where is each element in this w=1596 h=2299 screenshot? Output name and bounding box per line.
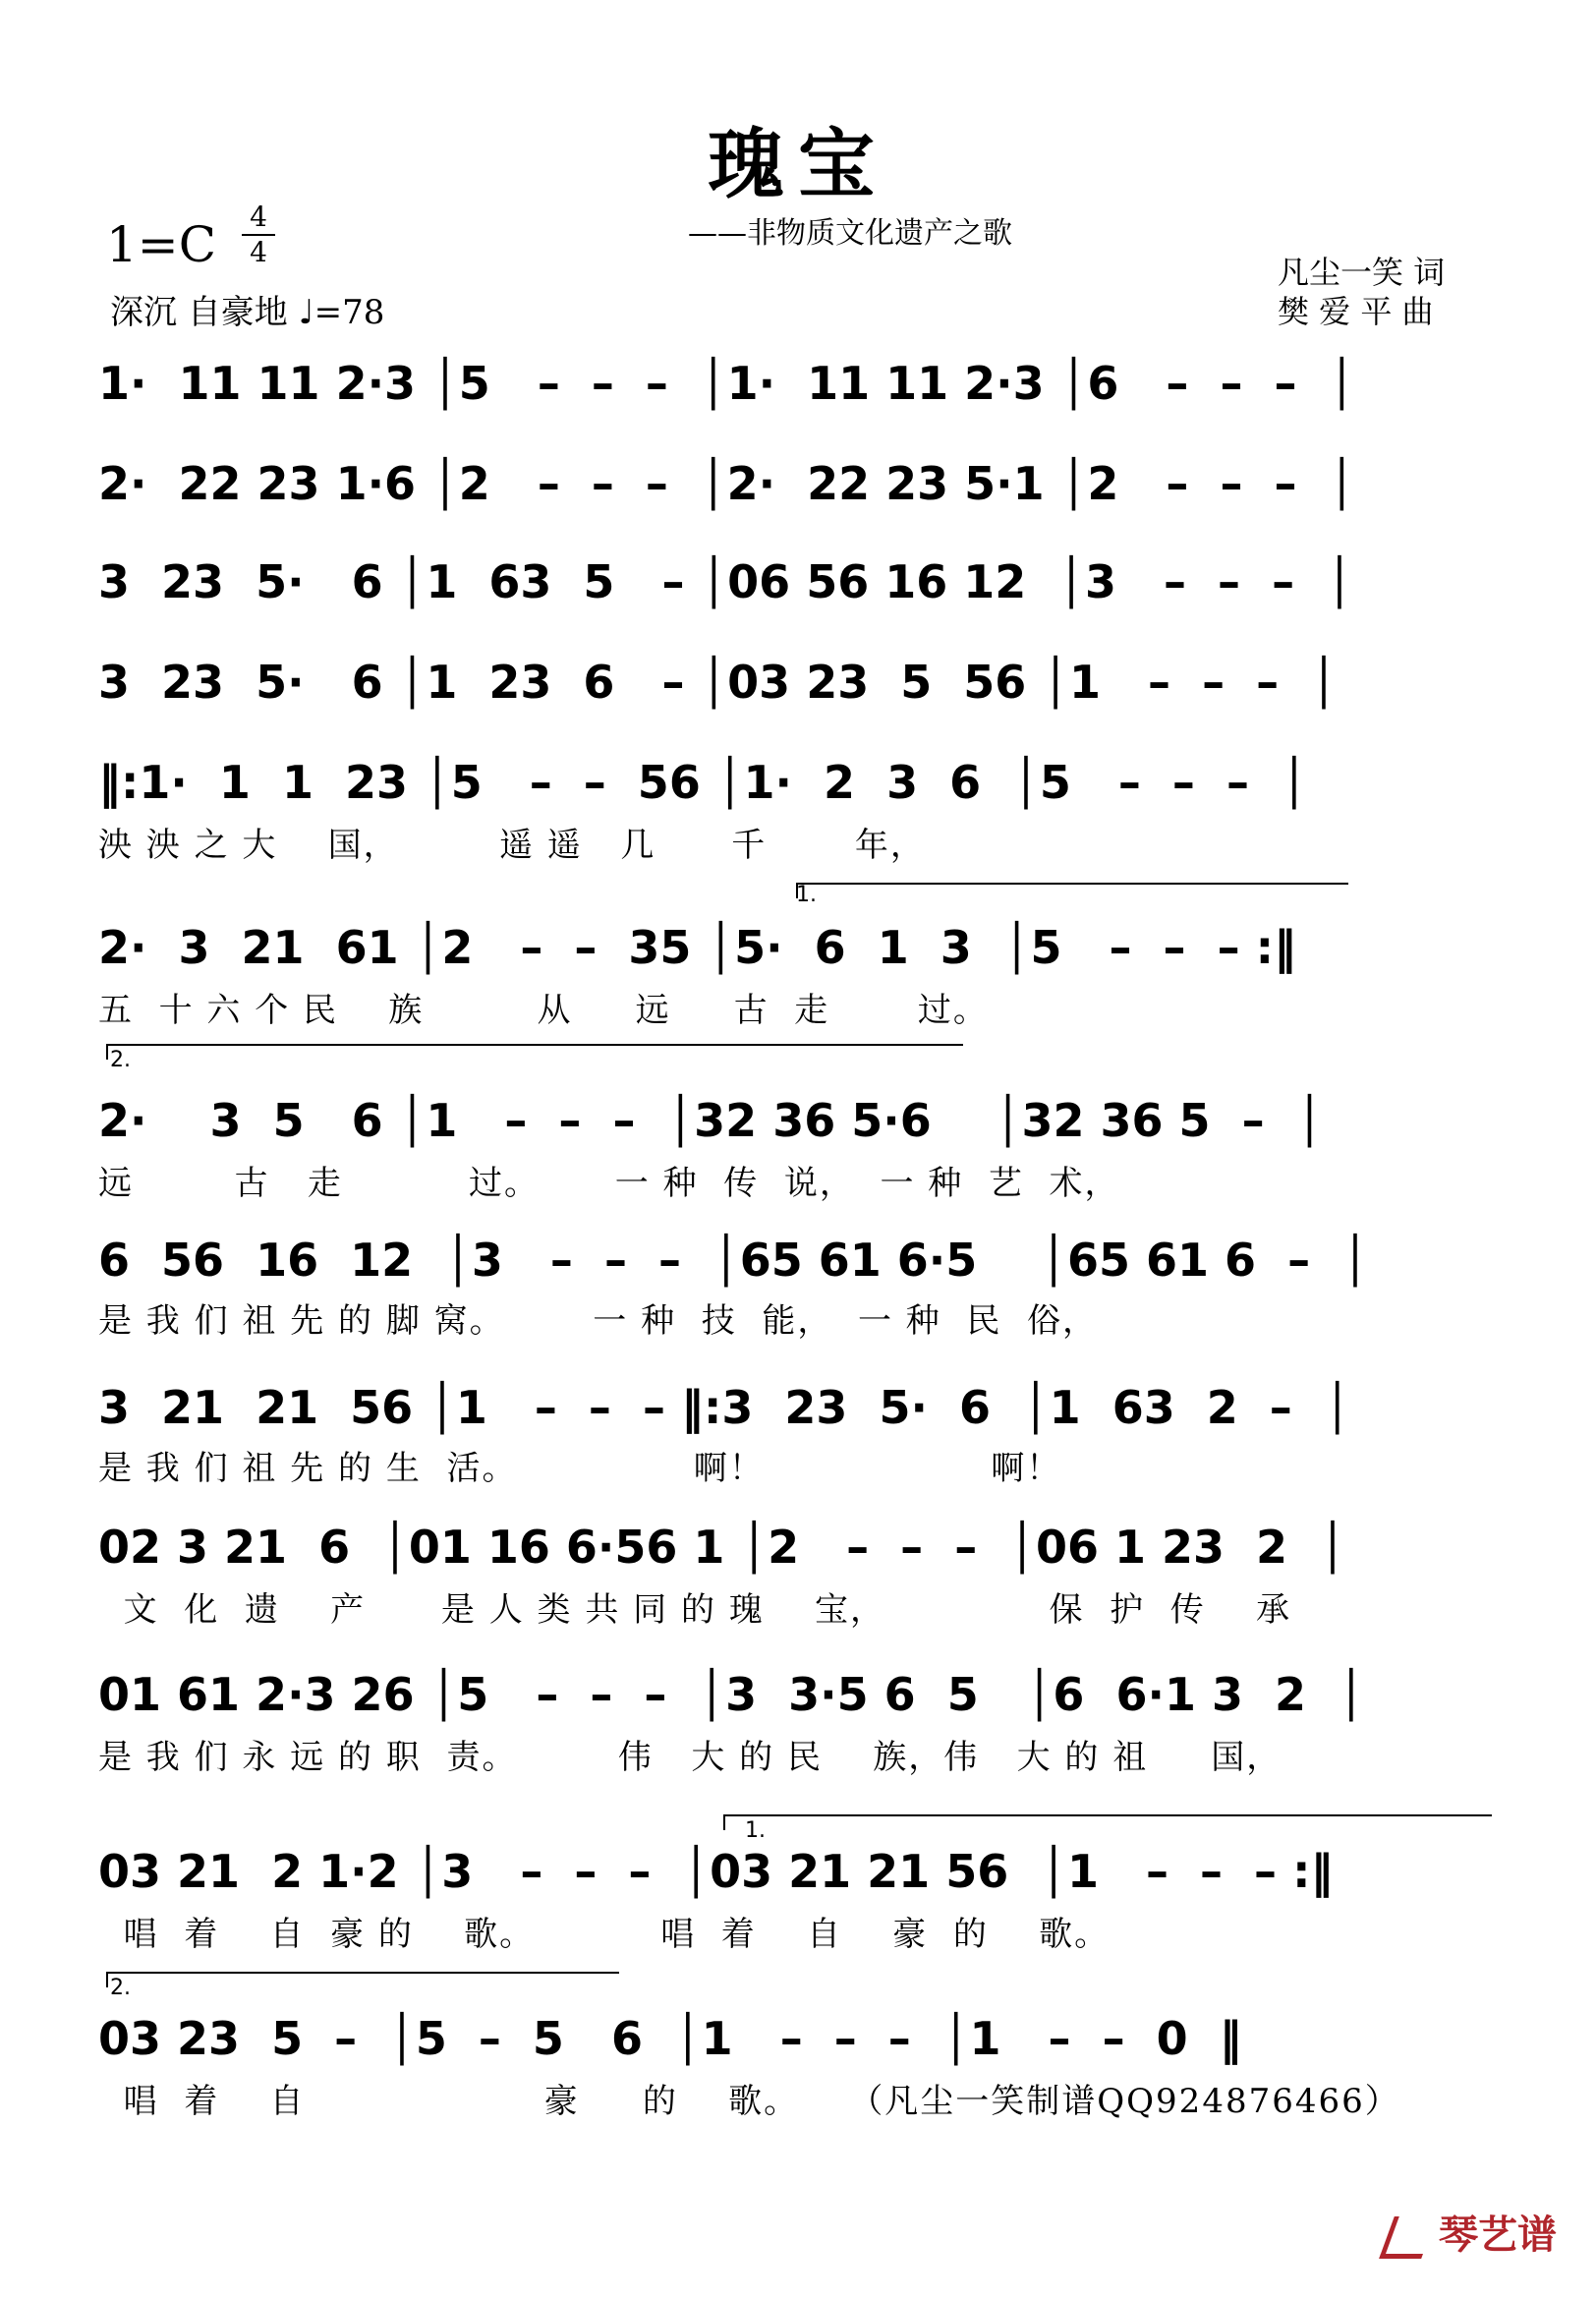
lyric-line-7: 远 古 走 过。 一 种 传 说， 一 种 艺 术， <box>98 1164 1120 1203</box>
meter-top: 4 <box>250 201 267 233</box>
music-system-5: ‖:1· 1 1 23 │5 – – 56 │1· 2 3 6 │5 – – – │ <box>98 756 1308 809</box>
music-system-8: 6 56 16 12 │3 – – – │65 61 6·5 │65 61 6 – │ <box>98 1234 1369 1287</box>
key-signature: 1=C <box>106 216 216 273</box>
music-system-2: 2· 22 23 1·6 │2 – – – │2· 22 23 5·1 │2 – – – │ <box>98 457 1356 510</box>
lyric-line-9: 是 我 们 祖 先 的 生 活。 啊！ 啊！ <box>98 1449 1062 1488</box>
logo-icon <box>1379 2216 1437 2259</box>
composer-credit: 樊 爱 平 曲 <box>1278 293 1434 330</box>
music-system-7: 2· 3 5 6 │1 – – – │32 36 5·6 │32 36 5 – │ <box>98 1094 1324 1147</box>
music-system-9: 3 21 21 56 │1 – – – ‖:3 23 5· 6 │1 63 2 – │ <box>98 1381 1351 1434</box>
volta-1-label: 1. <box>796 883 817 907</box>
watermark-text: 琴艺谱 <box>1439 2213 1557 2258</box>
lyric-line-12: 唱 着 自 豪 的 歌。 唱 着 自 豪 的 歌。 <box>98 1915 1111 1954</box>
lyricist-credit: 凡尘一笑 词 <box>1278 254 1446 291</box>
music-system-6: 2· 3 21 61 │2 – – 35 │5· 6 1 3 │5 – – – :‖ <box>98 921 1296 974</box>
meter-bottom: 4 <box>250 236 267 268</box>
time-signature <box>242 202 275 267</box>
music-system-3: 3 23 5· 6 │1 63 5 – │06 56 16 12 │3 – – – │ <box>98 555 1353 608</box>
volta-4-bracket <box>106 1972 619 1987</box>
song-subtitle: ——非物质文化遗产之歌 <box>688 216 1012 251</box>
lyric-line-13: 唱 着 自 豪 的 歌。 （凡尘一笑制谱QQ924876466） <box>98 2082 1400 2121</box>
music-system-11: 01 61 2·3 26 │5 – – – │3 3·5 6 5 │6 6·1 3 2 │ <box>98 1668 1365 1721</box>
tempo-marking: 深沉 自豪地 ♩=78 <box>110 293 385 332</box>
watermark <box>1387 2204 1557 2260</box>
lyric-line-11: 是 我 们 永 远 的 职 责。 伟 大 的 民 族，伟 大 的 祖 国， <box>98 1738 1282 1777</box>
volta-4-label: 2. <box>110 1976 131 2000</box>
lyric-line-10: 文 化 遗 产 是 人 类 共 同 的 瑰 宝， 保 护 传 承 <box>98 1590 1291 1630</box>
volta-3-bracket <box>723 1814 1492 1830</box>
lyric-line-5: 泱 泱 之 大 国， 遥 遥 几 千 年， <box>98 826 926 865</box>
lyric-line-8: 是 我 们 祖 先 的 脚 窝。 一 种 技 能， 一 种 民 俗， <box>98 1301 1098 1341</box>
volta-2-label: 2. <box>110 1048 131 1072</box>
music-system-1: 1· 11 11 2·3 │5 – – – │1· 11 11 2·3 │6 – – – │ <box>98 357 1356 410</box>
music-system-13: 03 23 5 – │5 – 5 6 │1 – – – │1 – – 0 ‖ <box>98 2012 1242 2065</box>
volta-2-bracket <box>106 1044 963 1060</box>
music-system-12: 03 21 2 1·2 │3 – – – │03 21 21 56 │1 – – – :‖ <box>98 1845 1334 1898</box>
song-title: 瑰宝 <box>707 120 888 209</box>
music-system-4: 3 23 5· 6 │1 23 6 – │03 23 5 56 │1 – – – │ <box>98 656 1338 709</box>
music-system-10: 02 3 21 6 │01 16 6·56 1 │2 – – – │06 1 23 2 │ <box>98 1521 1346 1574</box>
volta-1-bracket <box>796 883 1348 898</box>
lyric-line-6: 五 十 六 个 民 族 从 远 古 走 过。 <box>98 991 989 1030</box>
volta-3-label: 1. <box>745 1818 766 1843</box>
